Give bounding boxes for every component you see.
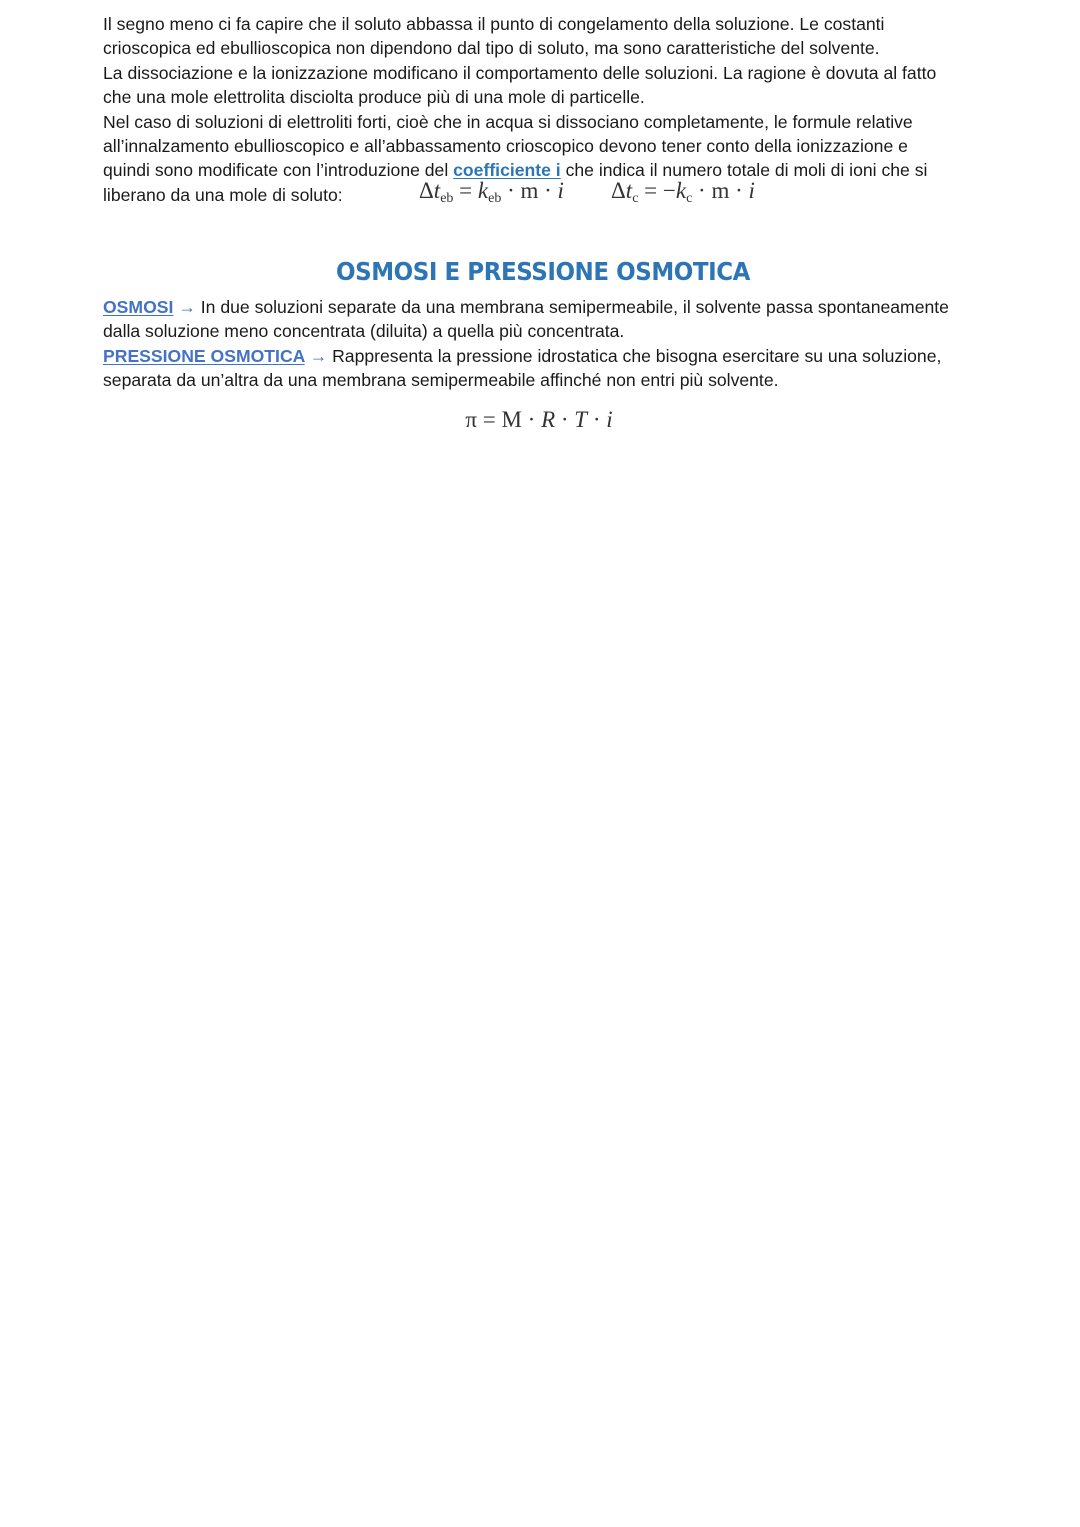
arrow-right-icon: → <box>304 345 333 366</box>
formula-line <box>103 177 983 213</box>
text-segment: Rappresenta la pressione idrostatica che bisogna esercitare su una soluzione, <box>332 345 942 366</box>
text-segment: che indica il numero totale di moli di ioni che si <box>560 160 928 181</box>
paragraph-line: Il segno meno ci fa capire che il soluto abbassa il punto di congelamento della soluzione. Le costanti <box>103 14 885 34</box>
paragraph-line: liberano da una mole di soluto: <box>103 184 343 205</box>
definition-line <box>103 344 949 368</box>
osmosis-section <box>103 295 949 393</box>
arrow-right-icon: → <box>173 297 201 317</box>
document-page <box>103 12 983 432</box>
paragraph-line: La dissociazione e la ionizzazione modificano il comportamento delle soluzioni. La ragione è dovuta al fatto <box>103 62 937 83</box>
paragraph-line: crioscopica ed ebullioscopica non dipendono dal tipo di soluto, ma sono caratteristiche del solvente. <box>103 38 880 59</box>
definition-line: dalla soluzione meno concentrata (diluita) a quella più concentrata. <box>103 321 625 342</box>
paragraph-line: all’innalzamento ebullioscopico e all’abbassamento crioscopico devono tener conto della ionizzazione e <box>103 136 908 157</box>
section-heading: OSMOSI E PRESSIONE OSMOTICA <box>336 257 750 286</box>
definition-line: separata da un’altra da una membrana semipermeabile affinché non entri più solvente. <box>103 370 779 391</box>
paragraph-line: che una mole elettrolita disciolta produce più di una mole di particelle. <box>103 87 645 108</box>
text-segment: In due soluzioni separate da una membrana semipermeabile, il solvente passa spontaneamente <box>200 297 949 317</box>
pressione-osmotica-term-link[interactable]: PRESSIONE OSMOTICA <box>103 345 305 366</box>
coefficiente-i-link[interactable]: coefficiente i <box>453 160 561 181</box>
osmotic-pressure-formula: π = M · R · T · i <box>465 407 613 432</box>
ebullioscopic-formula: $\Delta t_{eb} = k_{eb} \cdot m \cdot i$ <box>419 177 564 206</box>
cryoscopic-formula: $\Delta t_c = -k_c \cdot m \cdot i$ <box>611 177 755 206</box>
paragraph-line: Nel caso di soluzioni di elettroliti forti, cioè che in acqua si dissociano completamente, le formule relative <box>103 111 913 132</box>
text-segment: quindi sono modificate con l’introduzione del <box>103 160 454 181</box>
osmosi-term-link[interactable]: OSMOSI <box>103 297 174 317</box>
definition-line <box>103 295 949 319</box>
